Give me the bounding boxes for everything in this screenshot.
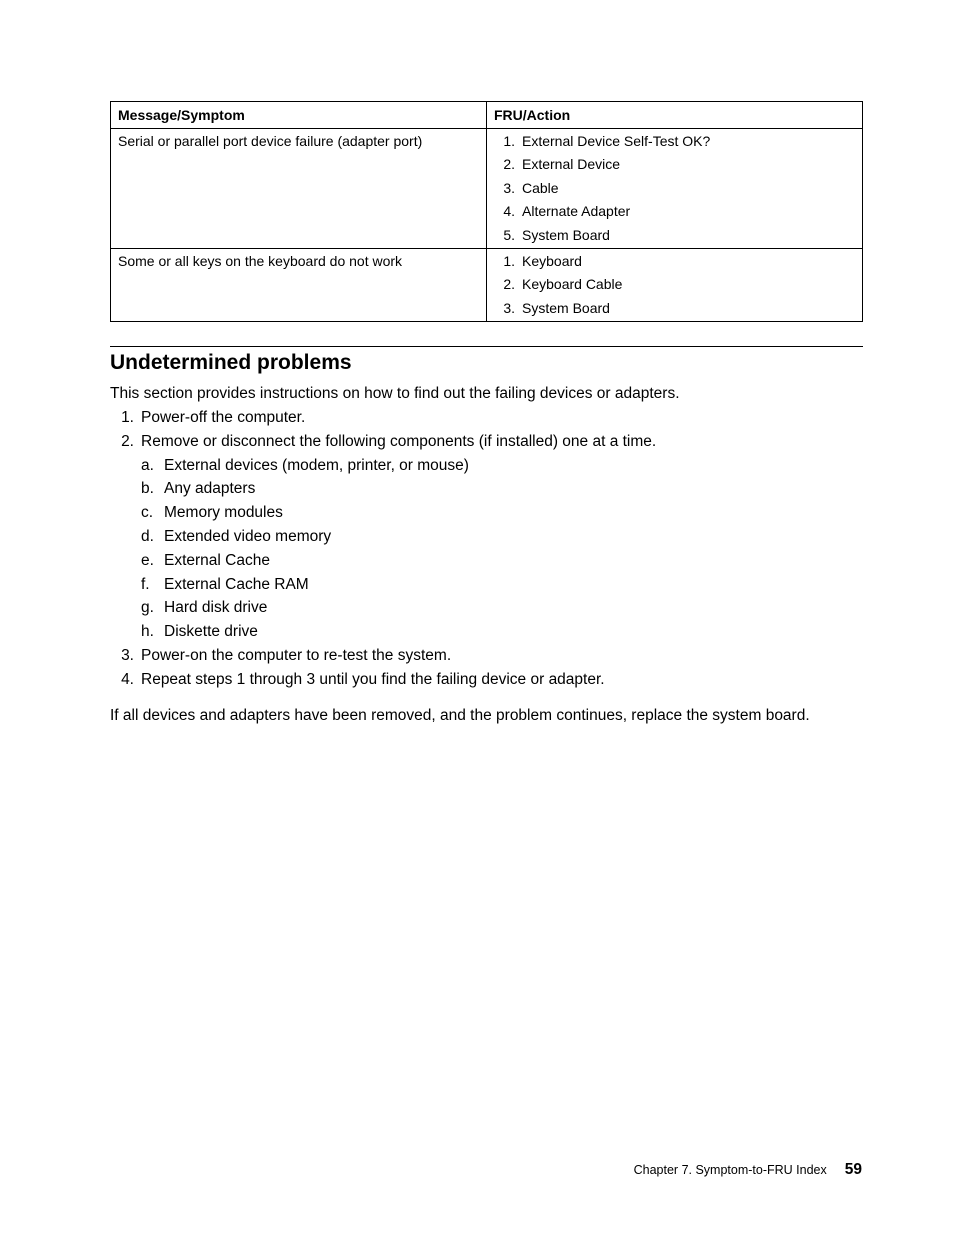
list-item: 5. System Board xyxy=(503,226,610,243)
fru-action-cell xyxy=(487,129,863,249)
section-title: Undetermined problems xyxy=(110,351,352,374)
component-list xyxy=(110,454,954,644)
list-item: 3. System Board xyxy=(503,299,610,316)
table-row xyxy=(111,129,863,249)
fru-action-list xyxy=(494,130,855,247)
list-item: 3. Cable xyxy=(503,179,559,196)
list-item: 3. Power-on the computer to re-test the system. xyxy=(121,646,452,664)
closing-paragraph: If all devices and adapters have been removed, and the problem continues, replace the system board. xyxy=(110,707,810,724)
procedure-steps xyxy=(110,406,954,692)
list-item: e. External Cache xyxy=(141,551,270,569)
header-fru-action: FRU/Action xyxy=(487,102,863,129)
list-item: a. External devices (modem, printer, or mouse) xyxy=(141,456,469,474)
footer-chapter-title: Chapter 7. Symptom-to-FRU Index xyxy=(633,1163,827,1177)
list-item: 2. Keyboard Cable xyxy=(503,276,623,293)
list-item: g. Hard disk drive xyxy=(141,599,268,617)
list-item: c. Memory modules xyxy=(141,504,283,522)
list-item: 2. Remove or disconnect the following components (if installed) one at a time. a. External devices (modem, printer, or mouse) b. Any adapters c. Memory modules d. Extended video memory e. External Cache f. External Cache RAM g. Hard disk drive h. Diskette drive xyxy=(110,430,954,644)
list-item: 4. Alternate Adapter xyxy=(503,203,631,220)
list-item: 1. Keyboard xyxy=(503,253,582,270)
section-divider xyxy=(110,346,863,347)
symptom-cell: Some or all keys on the keyboard do not work xyxy=(111,249,487,322)
page-footer xyxy=(634,1161,862,1179)
table-header-row xyxy=(111,102,863,129)
header-message-symptom: Message/Symptom xyxy=(111,102,487,129)
list-item: 2. External Device xyxy=(503,156,621,173)
list-item: 4. Repeat steps 1 through 3 until you find the failing device or adapter. xyxy=(121,670,605,688)
fru-action-cell xyxy=(487,249,863,322)
table-row xyxy=(111,249,863,322)
page-number: 59 xyxy=(844,1161,862,1178)
list-item: d. Extended video memory xyxy=(141,527,332,545)
list-item: h. Diskette drive xyxy=(141,623,258,641)
symptom-cell: Serial or parallel port device failure (adapter port) xyxy=(111,129,487,249)
list-item: 1. Power-off the computer. xyxy=(121,409,306,426)
list-item: f. External Cache RAM xyxy=(141,575,309,593)
list-item: 1. External Device Self-Test OK? xyxy=(503,133,711,149)
section-intro: This section provides instructions on how to find out the failing devices or adapters. xyxy=(110,385,680,402)
fru-action-list xyxy=(494,250,855,320)
symptom-fru-table xyxy=(110,101,863,322)
list-item: b. Any adapters xyxy=(141,480,256,498)
